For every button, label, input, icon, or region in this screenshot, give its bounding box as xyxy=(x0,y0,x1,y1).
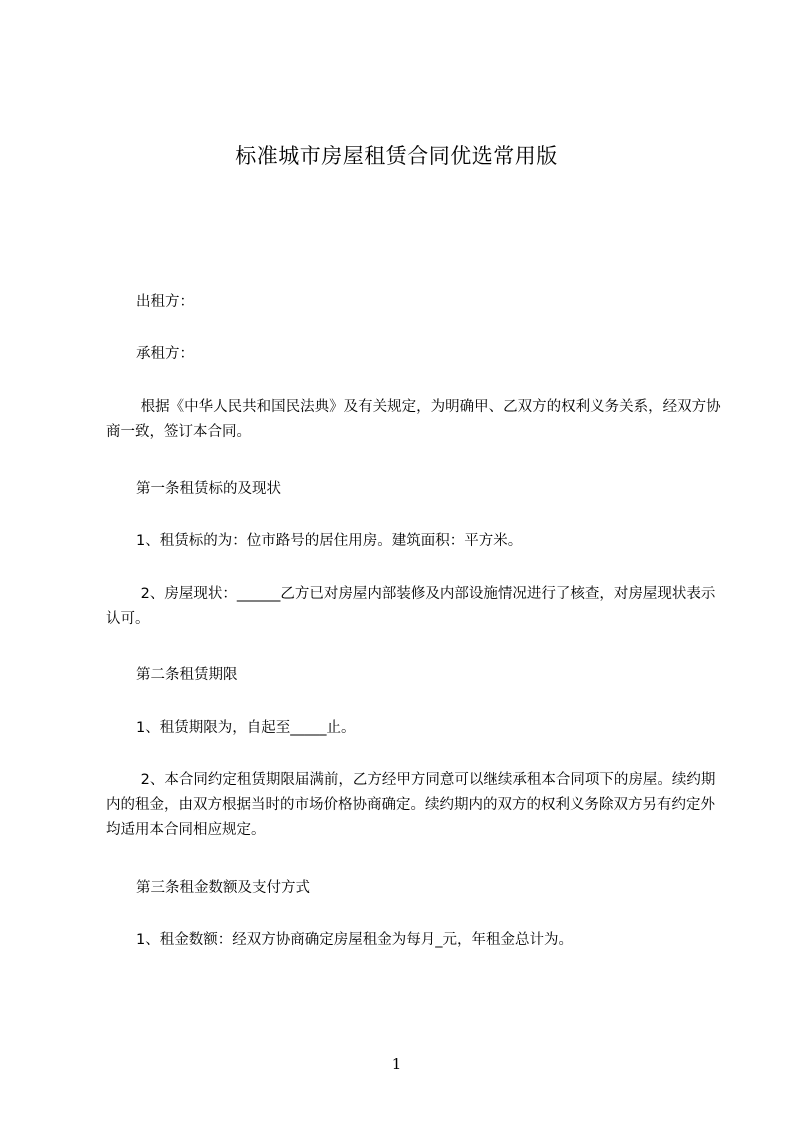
article-1-heading: 第一条租赁标的及现状 xyxy=(136,481,281,497)
article-3-clause-1: 1、租金数额：经双方协商确定房屋租金为每月_元，年租金总计为。 xyxy=(136,932,573,948)
article-2-heading: 第二条租赁期限 xyxy=(136,667,238,683)
document-title: 标准城市房屋租赁合同优选常用版 xyxy=(235,144,558,168)
article-3-heading: 第三条租金数额及支付方式 xyxy=(136,880,310,896)
lessor-line: 出租方： xyxy=(136,294,194,310)
article-1-clause-1: 1、租赁标的为：位市路号的居住用房。建筑面积：平方米。 xyxy=(136,533,523,549)
preamble-paragraph: 根据《中华人民共和国民法典》及有关规定，为明确甲、乙双方的权利义务关系，经双方协商一致，签订本合同。 xyxy=(106,399,721,440)
page-number: 1 xyxy=(391,1055,402,1073)
article-1-clause-2: 2、房屋现状：______乙方已对房屋内部装修及内部设施情况进行了核查，对房屋现状表示认可。 xyxy=(106,586,716,627)
article-2-clause-2: 2、本合同约定租赁期限届满前，乙方经甲方同意可以继续承租本合同项下的房屋。续约期内的租金，由双方根据当时的市场价格协商确定。续约期内的双方的权利义务除双方另有约定外均适用本合同相应规定。 xyxy=(106,772,716,838)
article-2-clause-1: 1、租赁期限为，自起至_____止。 xyxy=(136,720,356,736)
lessee-line: 承租方： xyxy=(136,346,194,362)
